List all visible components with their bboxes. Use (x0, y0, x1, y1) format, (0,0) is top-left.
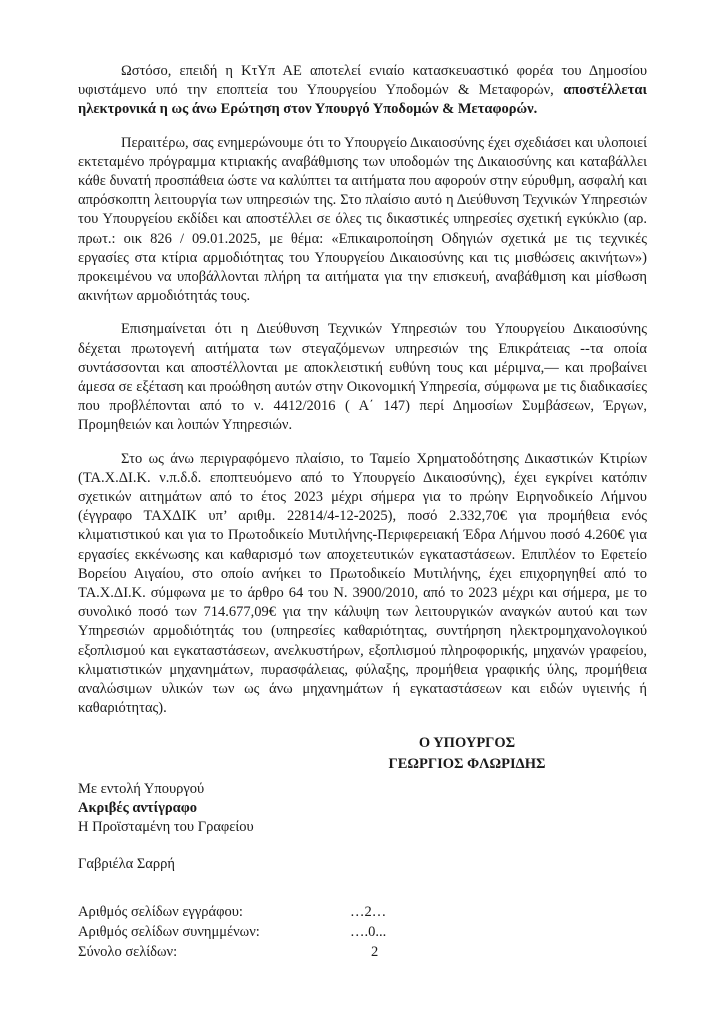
paragraph-ministry-program-text: Περαιτέρω, σας ενημερώνουμε ότι το Υπουργείο Δικαιοσύνης έχει σχεδιάσει και υλοποιεί εκτεταμένο πρόγραμμα κτιριακής αναβάθμισης των υποδομών της Δικαιοσύνης και καταβάλλει κάθε δυνατή προσπάθεια ώστε να καλύπτει τα αιτήματα που αφορούν στην εύρυθμη, ασφαλή και απρόσκοπτη λειτουργία των υπηρεσιών της. Στο πλαίσιο αυτό η Διεύθυνση Τεχνικών Υπηρεσιών του Υπουργείου εκδίδει και αποστέλλει σε όλες τις δικαστικές υπηρεσίες σχετική εγκύκλιο (αρ. πρωτ.: οικ 826 / 09.01.2025, με θέμα: «Επικαιροποίηση Οδηγιών σχετικά με τις τεχνικές εργασίες στα κτίρια αρμοδιότητας του Υπουργείου Δικαιοσύνης και τις μισθώσεις ακινήτων») προκειμένου να υποβάλλονται πλήρη τα αιτήματα για την επισκευή, αναβάθμιση και μίσθωση ακινήτων αρμοδιότητάς τους. (78, 134, 647, 305)
page-count-label: Αριθμός σελίδων συνημμένων: (78, 924, 260, 941)
paragraph-technical-directorate (78, 320, 647, 435)
cert-exact-copy-line: Ακριβές αντίγραφο (78, 799, 198, 816)
paragraph-intro (78, 62, 647, 120)
page-count-label: Αριθμός σελίδων εγγράφου: (78, 904, 243, 921)
paragraph-intro-bold-text: αποστέλλεται ηλεκτρονικά η ως άνω Ερώτηση στον Υπουργό Υποδομών & Μεταφορών. (78, 82, 647, 118)
cert-by-order-line: Με εντολή Υπουργού (78, 780, 205, 797)
page-count-value: 2 (371, 944, 379, 961)
signature-block (317, 733, 617, 775)
page-count-row-attachments (78, 922, 647, 942)
cert-office-head-line: Η Προϊσταμένη του Γραφείου (78, 818, 254, 835)
certification-block (78, 780, 647, 875)
page-counts-block (78, 902, 647, 962)
cert-signatory-name: Γαβριέλα Σαρρή (78, 856, 175, 873)
paragraph-technical-directorate-text: Επισημαίνεται ότι η Διεύθυνση Τεχνικών Υπηρεσιών του Υπουργείου Δικαιοσύνης δέχεται πρωτογενή αιτήματα των στεγαζόμενων υπηρεσιών της Επικράτειας --τα οποία συντάσσονται και αποστέλλονται με αποκλειστική ευθύνη τους και μέριμνα,— και προβαίνει άμεσα σε εξέταση και προώθηση αυτών στην Οικονομική Υπηρεσία, σύμφωνα με τις διαδικασίες που προβλέπονται από το ν. 4412/2016 ( Α΄ 147) περί Δημοσίων Συμβάσεων, Έργων, Προμηθειών και λοιπών Υπηρεσιών. (78, 321, 647, 434)
signatory-title: Ο ΥΠΟΥΡΓΟΣ (418, 734, 516, 751)
paragraph-taxdik-funding-text: Στο ως άνω περιγραφόμενο πλαίσιο, το Ταμείο Χρηματοδότησης Δικαστικών Κτιρίων (ΤΑ.Χ.ΔΙ.Κ. ν.π.δ.δ. εποπτευόμενο από το Υπουργείο Δικαιοσύνης), έχει εγκρίνει κατόπιν σχετικών αιτημάτων από το έτος 2023 μέχρι σήμερα για το πρώην Ειρηνοδικείο Λήμνου (έγγραφο ΤΑΧΔΙΚ υπ’ αριθμ. 22814/4-12-2025), ποσό 2.332,70€ για προμήθεια ενός κλιματιστικού και για το Πρωτοδικείο Μυτιλήνης-Περιφερειακή Έδρα Λήμνου ποσό 4.260€ για εργασίες εκκένωσης και καθαρισμό των αποχετευτικών εγκαταστάσεων. Επιπλέον το Εφετείο Βορείου Αιγαίου, στο οποίο ανήκει το Πρωτοδικείο Μυτιλήνης, έχει επιχορηγηθεί από το ΤΑ.Χ.ΔΙ.Κ. σύμφωνα με το άρθρο 64 του Ν. 3900/2010, από το 2023 μέχρι και σήμερα, με το συνολικό ποσό των 714.677,09€ για την κάλυψη των λειτουργικών αναγκών αυτού και των Υπηρεσιών αρμοδιότητάς του (υπηρεσίες καθαριότητας, συντήρηση ηλεκτρομηχανολογικού εξοπλισμού και εγκαταστάσεων, ανελκυστήρων, εξοπλισμού πληροφορικής, μηχανών γραφείου, κλιματιστικών μηχανημάτων, πυρασφάλειας, φύλαξης, προμήθεια γραφικής ύλης, προμήθεια αναλώσιμων υλικών των ως άνω μηχανημάτων ή εγκαταστάσεων και ειδών υγιεινής ή καθαριότητας). (78, 450, 647, 717)
paragraph-ministry-program (78, 134, 647, 307)
page-count-value: ….0... (350, 924, 387, 941)
paragraph-taxdik-funding (78, 450, 647, 719)
page-count-label: Σύνολο σελίδων: (78, 944, 178, 961)
paragraph-intro-text: Ωστόσο, επειδή η ΚτΥπ ΑΕ αποτελεί ενιαίο κατασκευαστικό φορέα του Δημοσίου υφιστάμενο υπό την εποπτεία του Υπουργείου Υποδομών & Μεταφορών, (78, 63, 647, 99)
page-count-row-document (78, 902, 647, 922)
page-count-row-total (78, 942, 647, 962)
signatory-name: ΓΕΩΡΓΙΟΣ ΦΛΩΡΙΔΗΣ (388, 755, 546, 772)
page-count-value: …2… (350, 904, 387, 921)
